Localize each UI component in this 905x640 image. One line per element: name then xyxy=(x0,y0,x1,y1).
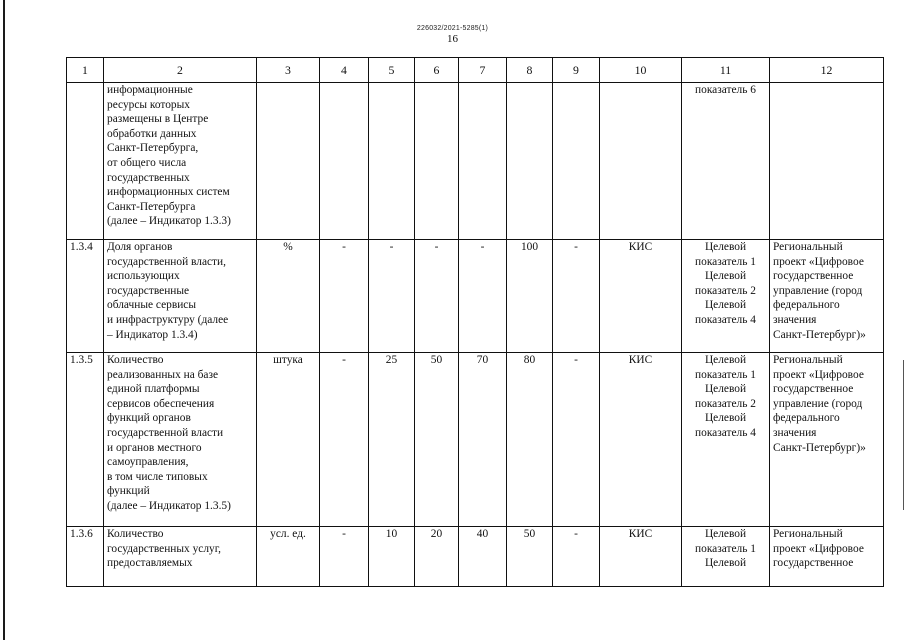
value-cell: 40 xyxy=(459,527,507,587)
row-number-cell: 1.3.5 xyxy=(67,353,104,527)
target-indicators-cell: показатель 6 xyxy=(682,83,770,240)
row-number-cell xyxy=(67,83,104,240)
value-cell: - xyxy=(553,353,600,527)
header-cell: 6 xyxy=(415,58,459,83)
header-cell: 8 xyxy=(507,58,553,83)
target-indicators-cell: Целевой показатель 1 Целевой xyxy=(682,527,770,587)
value-cell: - xyxy=(320,240,369,353)
table-row xyxy=(67,353,884,527)
document-registration-stamp: 226032/2021-5285(1) xyxy=(416,25,489,32)
target-indicators-cell: Целевой показатель 1 Целевой показатель 2 Целевой показатель 4 xyxy=(682,353,770,527)
target-indicators-cell: Целевой показатель 1 Целевой показатель 2 Целевой показатель 4 xyxy=(682,240,770,353)
value-cell: - xyxy=(415,240,459,353)
value-cell: 50 xyxy=(507,527,553,587)
source-cell: КИС xyxy=(600,353,682,527)
table-row xyxy=(67,83,884,240)
unit-cell: штука xyxy=(257,353,320,527)
scan-edge-right xyxy=(903,360,904,510)
value-cell: - xyxy=(320,353,369,527)
indicator-name-cell: информационные ресурсы которых размещены в Центре обработки данных Санкт-Петербурга, от общего числа государственных информационных систем Санкт-Петербурга (далее – Индикатор 1.3.3) xyxy=(104,83,257,240)
value-cell: - xyxy=(459,240,507,353)
page-number: 16 xyxy=(447,33,458,45)
table-header-row xyxy=(67,58,884,83)
header-cell: 5 xyxy=(369,58,415,83)
source-cell: КИС xyxy=(600,527,682,587)
value-cell xyxy=(320,83,369,240)
value-cell xyxy=(415,83,459,240)
value-cell: 50 xyxy=(415,353,459,527)
value-cell: - xyxy=(320,527,369,587)
table-row xyxy=(67,240,884,353)
unit-cell: % xyxy=(257,240,320,353)
header-cell: 4 xyxy=(320,58,369,83)
header-cell: 11 xyxy=(682,58,770,83)
header-cell: 10 xyxy=(600,58,682,83)
indicator-name-cell: Количество реализованных на базе единой платформы сервисов обеспечения функций органов государственной власти и органов местного самоуправления, в том числе типовых функций (далее – Индикатор 1.3.5) xyxy=(104,353,257,527)
value-cell: - xyxy=(369,240,415,353)
value-cell: - xyxy=(553,527,600,587)
value-cell: 100 xyxy=(507,240,553,353)
value-cell: 10 xyxy=(369,527,415,587)
value-cell xyxy=(369,83,415,240)
unit-cell xyxy=(257,83,320,240)
header-cell: 2 xyxy=(104,58,257,83)
value-cell xyxy=(507,83,553,240)
row-number-cell: 1.3.4 xyxy=(67,240,104,353)
regional-project-cell: Региональный проект «Цифровое государственное управление (город федерального значения Санкт-Петербург)» xyxy=(770,240,884,353)
indicator-name-cell: Количество государственных услуг, предоставляемых xyxy=(104,527,257,587)
value-cell xyxy=(459,83,507,240)
header-cell: 9 xyxy=(553,58,600,83)
header-cell: 3 xyxy=(257,58,320,83)
value-cell: 70 xyxy=(459,353,507,527)
value-cell: 25 xyxy=(369,353,415,527)
value-cell xyxy=(553,83,600,240)
value-cell: 20 xyxy=(415,527,459,587)
source-cell xyxy=(600,83,682,240)
header-cell: 7 xyxy=(459,58,507,83)
regional-project-cell: Региональный проект «Цифровое государственное управление (город федерального значения Санкт-Петербург)» xyxy=(770,353,884,527)
scan-edge-left xyxy=(3,0,5,640)
indicators-table xyxy=(66,57,884,587)
header-cell: 12 xyxy=(770,58,884,83)
regional-project-cell: Региональный проект «Цифровое государственное xyxy=(770,527,884,587)
regional-project-cell xyxy=(770,83,884,240)
table-row xyxy=(67,527,884,587)
row-number-cell: 1.3.6 xyxy=(67,527,104,587)
source-cell: КИС xyxy=(600,240,682,353)
value-cell: - xyxy=(553,240,600,353)
indicator-name-cell: Доля органов государственной власти, использующих государственные облачные сервисы и инфраструктуру (далее – Индикатор 1.3.4) xyxy=(104,240,257,353)
unit-cell: усл. ед. xyxy=(257,527,320,587)
value-cell: 80 xyxy=(507,353,553,527)
header-cell: 1 xyxy=(67,58,104,83)
